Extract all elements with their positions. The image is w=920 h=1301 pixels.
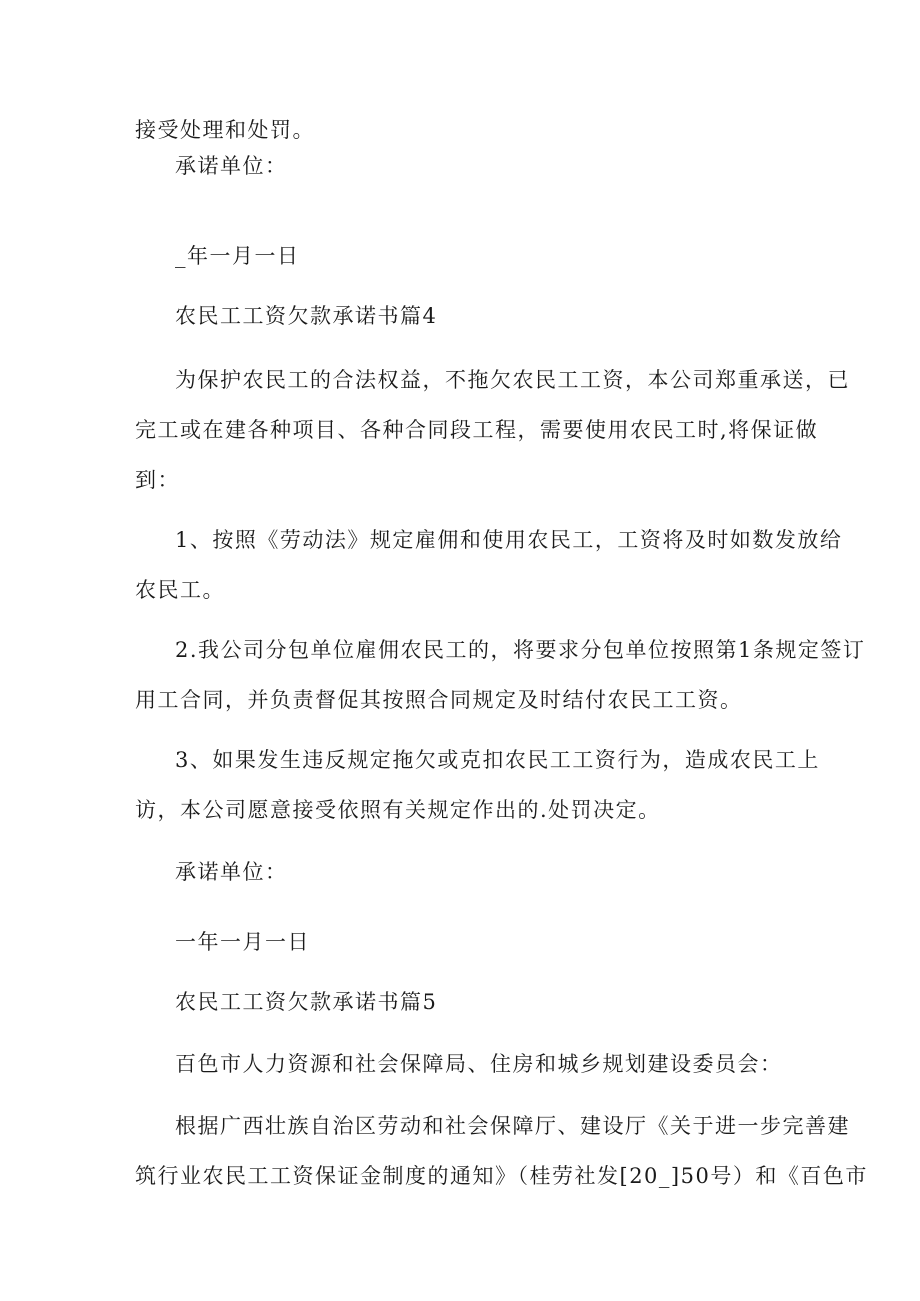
section-heading: 农民工工资欠款承诺书篇5 [175, 990, 438, 1014]
text-line: 筑行业农民工工资保证金制度的通知》（桂劳社发[20_]50号）和《百色市 [135, 1164, 868, 1188]
text-line: _年一月一日 [175, 244, 300, 268]
text-line: 1、按照《劳动法》规定雇佣和使用农民工，工资将及时如数发放给 [175, 528, 843, 552]
text-line: 3、如果发生违反规定拖欠或克扣农民工工资行为，造成农民工上 [175, 748, 820, 772]
section-heading: 农民工工资欠款承诺书篇4 [175, 304, 438, 328]
text-line: 百色市人力资源和社会保障局、住房和城乡规划建设委员会： [175, 1052, 783, 1076]
text-line: 农民工。 [135, 578, 225, 602]
text-line: 一年一月一日 [175, 930, 310, 954]
text-line: 用工合同，并负责督促其按照合同规定及时结付农民工工资。 [135, 688, 743, 712]
text-line: 承诺单位： [175, 154, 288, 178]
text-line: 访，本公司愿意接受依照有关规定作出的.处罚决定。 [135, 798, 661, 822]
text-line: 为保护农民工的合法权益，不拖欠农民工工资，本公司郑重承送，已 [175, 368, 850, 392]
text-line: 到： [135, 468, 180, 492]
text-line: 完工或在建各种项目、各种合同段工程，需要使用农民工时,将保证做 [135, 418, 819, 442]
text-line: 承诺单位： [175, 860, 288, 884]
text-line: 接受处理和处罚。 [135, 118, 315, 142]
text-line: 根据广西壮族自治区劳动和社会保障厅、建设厅《关于进一步完善建 [175, 1114, 850, 1138]
text-line: 2.我公司分包单位雇佣农民工的，将要求分包单位按照第1条规定签订 [175, 638, 866, 662]
